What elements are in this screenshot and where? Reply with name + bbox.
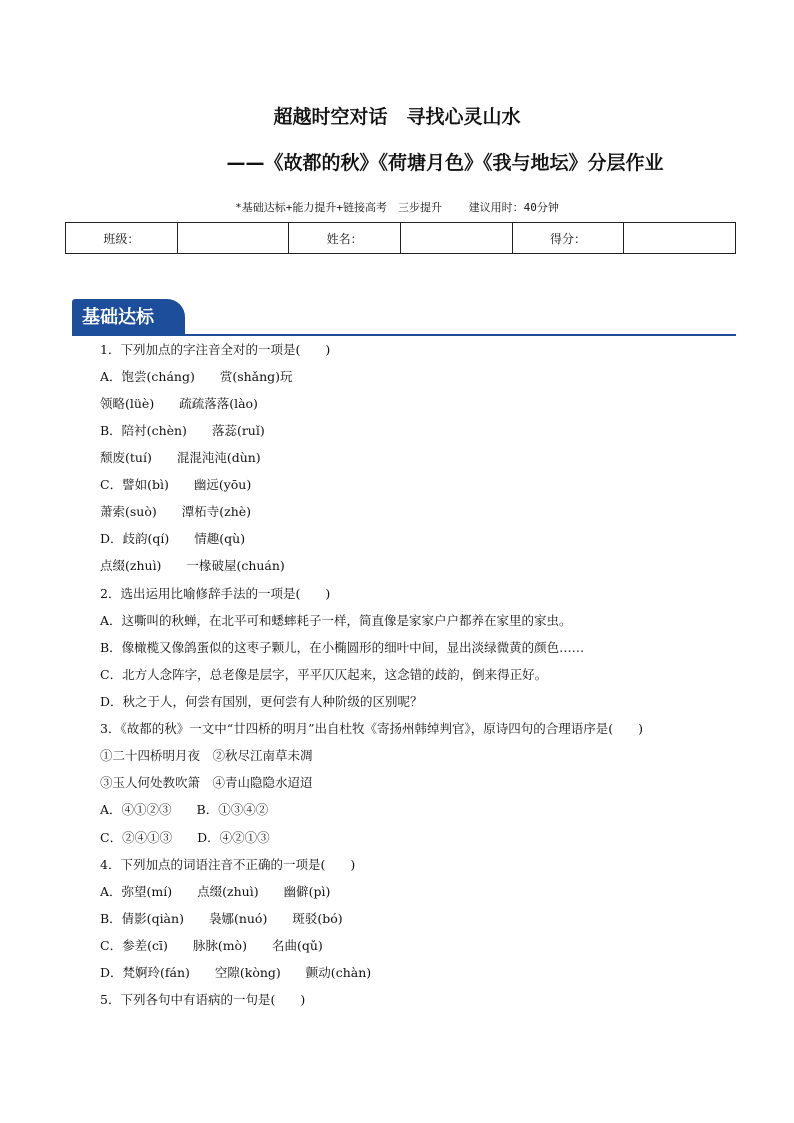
question-line: 4．下列加点的词语注音不正确的一项是( ): [100, 857, 356, 872]
question-line: B．倩影(qiàn) 袅娜(nuó) 斑驳(bó): [100, 911, 343, 926]
name-field[interactable]: [401, 223, 513, 254]
score-field[interactable]: [624, 223, 736, 254]
question-line: C．譬如(bì) 幽远(yōu): [100, 477, 252, 492]
name-label: 姓名：: [289, 223, 401, 254]
tagline-time: 建议用时：40分钟: [468, 201, 559, 214]
question-line: 萧索(suò) 潭柘寺(zhè): [100, 504, 252, 519]
student-info-table: [65, 222, 736, 254]
question-line: C．参差(cī) 脉脉(mò) 名曲(qǔ): [100, 938, 323, 953]
section-title: 基础达标: [72, 299, 185, 335]
question-line: D．梵婀玲(fán) 空隙(kòng) 颤动(chàn): [100, 965, 372, 980]
question-line: 点缀(zhuì) 一椽破屋(chuán): [100, 558, 285, 573]
question-line: 颓废(tuí) 混混沌沌(dùn): [100, 450, 261, 465]
question-line: D．秋之于人，何尝有国别，更何尝有人种阶级的区别呢？: [100, 694, 423, 709]
question-line: C．②④①③ D．④②①③: [100, 830, 270, 845]
tagline-steps: *基础达标+能力提升+链接高考 三步提升: [235, 201, 442, 214]
section-divider: [72, 334, 736, 336]
class-field[interactable]: [177, 223, 289, 254]
question-line: A．④①②③ B．①③④②: [100, 802, 269, 817]
question-line: C．北方人念阵字，总老像是层字，平平仄仄起来，这念错的歧韵，倒来得正好。: [100, 667, 548, 682]
page-subtitle: ——《故都的秋》《荷塘月色》《我与地坛》分层作业: [226, 152, 664, 174]
question-line: B．陪衬(chèn) 落蕊(ruǐ): [100, 423, 265, 438]
question-line: A．这嘶叫的秋蝉，在北平可和蟋蟀耗子一样，简直像是家家户户都养在家里的家虫。: [100, 613, 572, 628]
question-line: A．饱尝(cháng) 赏(shǎng)玩: [100, 369, 293, 384]
tagline: [0, 199, 794, 215]
question-line: 2．选出运用比喻修辞手法的一项是( ): [100, 586, 331, 601]
question-line: ①二十四桥明月夜 ②秋尽江南草未凋: [100, 748, 313, 763]
class-label: 班级：: [66, 223, 178, 254]
question-line: A．弥望(mí) 点缀(zhuì) 幽僻(pì): [100, 884, 331, 899]
question-line: 1．下列加点的字注音全对的一项是( ): [100, 342, 331, 357]
question-line: 5．下列各句中有语病的一句是( ): [100, 992, 306, 1007]
question-line: D．歧韵(qí) 情趣(qù): [100, 531, 246, 546]
question-line: 领略(lüè) 疏疏落落(lào): [100, 396, 258, 411]
question-line: B．像橄榄又像鸽蛋似的这枣子颗儿，在小椭圆形的细叶中间，显出淡绿微黄的颜色……: [100, 640, 585, 655]
question-line: ③玉人何处教吹箫 ④青山隐隐水迢迢: [100, 775, 313, 790]
page-title: 超越时空对话 寻找心灵山水: [273, 106, 521, 128]
score-label: 得分：: [512, 223, 624, 254]
question-line: 3．《故都的秋》一文中“廿四桥的明月”出自杜牧《寄扬州韩绰判官》，原诗四句的合理语序是( ): [100, 721, 643, 736]
